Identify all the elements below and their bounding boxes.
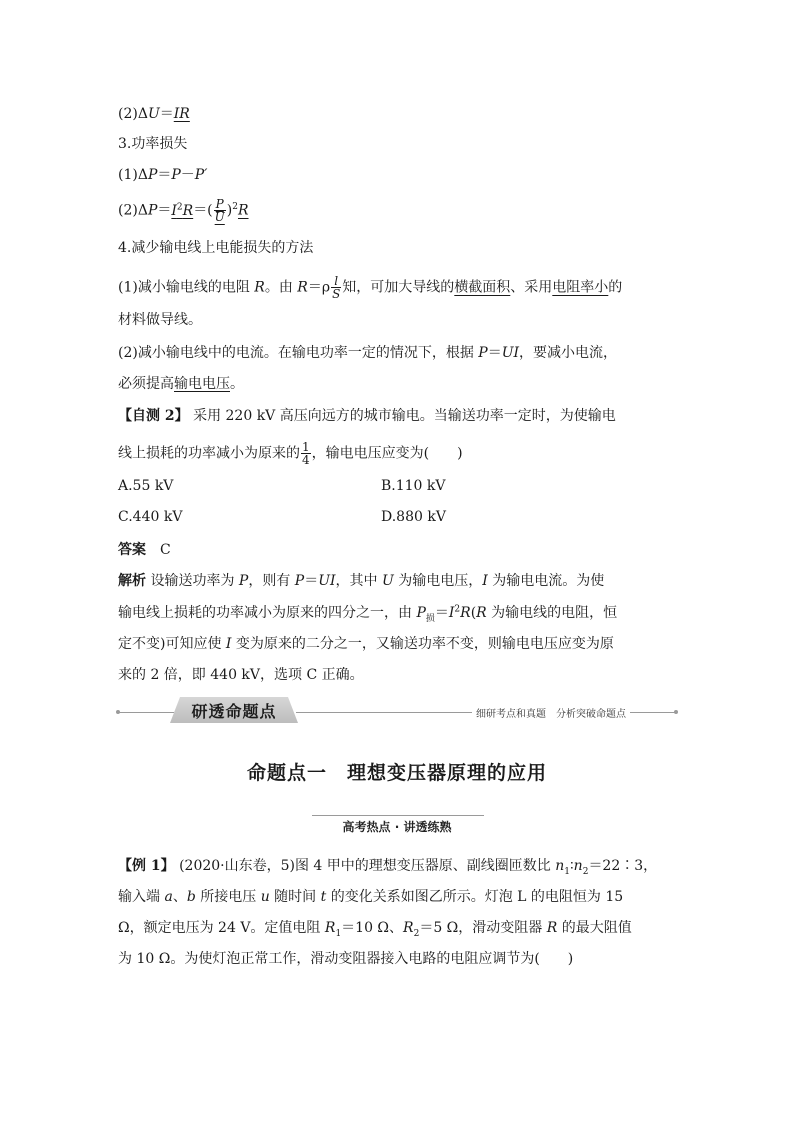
option-d: D.880 kV <box>381 509 446 525</box>
self-test-question-cont: 线上损耗的功率减小为原来的 $\frac{1}{4}$ ，输电电压应变为( ) <box>118 440 463 467</box>
option-c: C.440 kV <box>118 509 183 525</box>
topic-subheading: 高考热点 · 讲透练熟 <box>342 820 452 834</box>
option-a: A.55 kV <box>118 478 174 494</box>
subheading-rule <box>312 815 484 816</box>
explanation-line-3: 定不变)可知应使 I 变为原来的二分之一，又输送功率不变，则输电电压应变为原 <box>118 636 614 652</box>
banner-title: 研透命题点 <box>191 702 277 721</box>
explanation-line-1: 解析 设输送功率为 P，则有 P＝UI，其中 U 为输电电压，I 为输电电流。为使 <box>118 573 605 589</box>
option-b: B.110 kV <box>381 478 446 494</box>
banner-rule-left <box>118 712 174 713</box>
fraction-one-quarter: $\frac{1}{4}$ <box>302 440 310 467</box>
paragraph-reduce-resistance: (1)减小输电线的电阻 R。由 R＝ρ $\frac{l}{S}$ 知，可加大导线的横截面积、采用电阻率小的 <box>118 274 623 301</box>
paragraph-raise-voltage: 必须提高输电电压。 <box>118 376 244 392</box>
formula-voltage-loss: (2)ΔU＝IR <box>118 106 190 122</box>
answer-line: 答案 C <box>118 542 171 558</box>
fraction-l-over-s: $\frac{l}{S}$ <box>332 274 341 301</box>
formula-power-loss-1: (1)ΔP＝P－P′ <box>118 167 208 183</box>
paragraph-material: 材料做导线。 <box>118 312 202 328</box>
example-line-1: 【例 1】 (2020·山东卷，5)图 4 甲中的理想变压器原、副线圈匝数比 $n_1∶n_2=22∶3$， <box>118 858 658 877</box>
banner-dot-right <box>674 710 678 714</box>
explanation-line-2: 输电线上损耗的功率减小为原来的四分之一，由 $P_损=I^2R(R$ 为输电线的电阻，恒 <box>118 604 618 624</box>
example-line-4: 为 10 Ω。为使灯泡正常工作，滑动变阻器接入电路的电阻应调节为( ) <box>118 951 574 967</box>
topic-heading: 命题点一 理想变压器原理的应用 <box>246 762 547 784</box>
paragraph-reduce-current: (2)减小输电线中的电流。在输电功率一定的情况下，根据 P＝UI，要减小电流， <box>118 345 618 361</box>
explanation-line-4: 来的 2 倍，即 440 kV，选项 C 正确。 <box>118 667 364 683</box>
example-line-2: 输入端 a、b 所接电压 u 随时间 t 的变化关系如图乙所示。灯泡 L 的电阻恒为 15 <box>118 889 624 905</box>
self-test-question: 【自测 2】 采用 220 kV 高压向远方的城市输电。当输送功率一定时，为使输电 <box>118 408 616 424</box>
example-line-3: Ω，额定电压为 24 V。定值电阻 $R_1=10$ Ω、$R_2=5$ Ω，滑动变阻器 R 的最大阻值 <box>118 920 632 939</box>
section-power-loss-heading: 3.功率损失 <box>118 136 188 152</box>
fraction-p-over-u: $\frac{P}{U}$ <box>214 197 225 224</box>
banner-dot-left <box>116 710 120 714</box>
formula-power-loss-2: $(2)\Delta P=I^2R=$( $\frac{P}{U}$ )$^2$R <box>118 197 249 224</box>
section-reduce-loss-heading: 4.减少输电线上电能损失的方法 <box>118 240 314 256</box>
banner-subtitle: 细研考点和真题 分析突破命题点 <box>472 705 630 720</box>
